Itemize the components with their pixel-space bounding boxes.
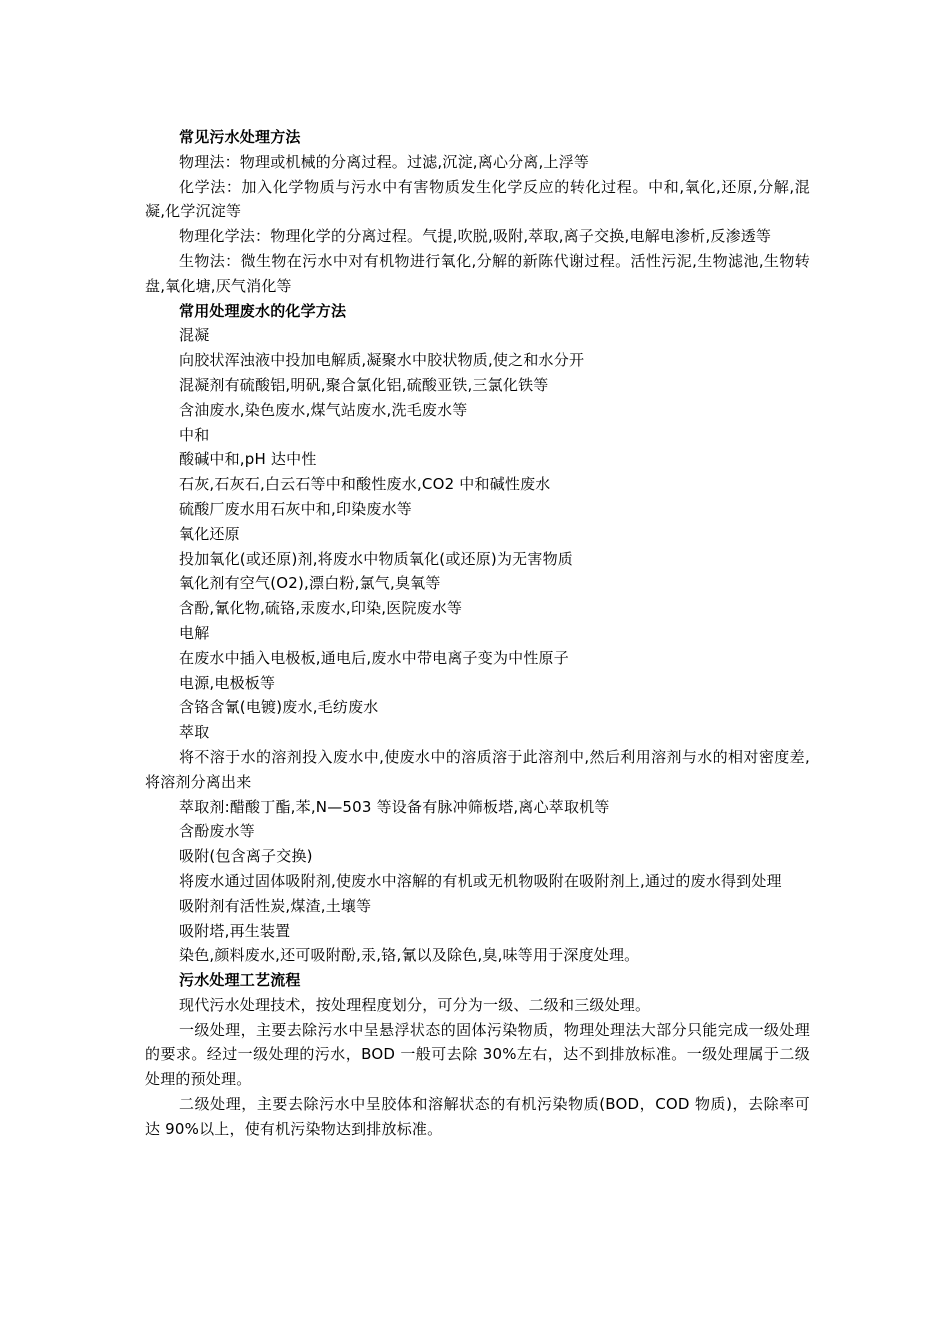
paragraph: 在废水中插入电极板,通电后,废水中带电离子变为中性原子 — [179, 648, 569, 667]
paragraph: 酸碱中和,pH 达中性 — [179, 450, 317, 469]
paragraph: 化学法：加入化学物质与污水中有害物质发生化学反应的转化过程。中和,氧化,还原,分解,混凝,化学沉淀等 — [145, 177, 810, 221]
paragraph: 物理法：物理或机械的分离过程。过滤,沉淀,离心分离,上浮等 — [179, 152, 590, 171]
section-heading: 常见污水处理方法 — [179, 128, 301, 146]
paragraph: 萃取剂:醋酸丁酯,苯,N—503 等设备有脉冲筛板塔,离心萃取机等 — [179, 797, 610, 816]
paragraph: 混凝 — [179, 326, 210, 345]
paragraph: 吸附(包含离子交换) — [179, 847, 313, 866]
paragraph: 现代污水处理技术，按处理程度划分，可分为一级、二级和三级处理。 — [179, 995, 651, 1014]
paragraph: 含酚,氰化物,硫铬,汞废水,印染,医院废水等 — [179, 599, 463, 618]
paragraph: 电源,电极板等 — [179, 673, 276, 692]
paragraph: 一级处理，主要去除污水中呈悬浮状态的固体污染物质，物理处理法大部分只能完成一级处理的要求。经过一级处理的污水，BOD 一般可去除 30%左右，达不到排放标准。一级处理属于二级处理的预处理。 — [145, 1020, 810, 1089]
paragraph: 含酚废水等 — [179, 822, 256, 841]
paragraph: 混凝剂有硫酸铝,明矾,聚合氯化铝,硫酸亚铁,三氯化铁等 — [179, 375, 549, 394]
paragraph: 二级处理，主要去除污水中呈胶体和溶解状态的有机污染物质(BOD，COD 物质)，去除率可达 90%以上，使有机污染物达到排放标准。 — [145, 1095, 810, 1138]
section-heading: 污水处理工艺流程 — [179, 971, 301, 990]
paragraph: 将不溶于水的溶剂投入废水中,使废水中的溶质溶于此溶剂中,然后利用溶剂与水的相对密度差,将溶剂分离出来 — [145, 747, 810, 791]
paragraph: 氧化还原 — [179, 524, 240, 543]
paragraph: 染色,颜料废水,还可吸附酚,汞,铬,氰以及除色,臭,味等用于深度处理。 — [179, 946, 640, 965]
paragraph: 含铬含氰(电镀)废水,毛纺废水 — [179, 698, 379, 717]
paragraph: 将废水通过固体吸附剂,使废水中溶解的有机或无机物吸附在吸附剂上,通过的废水得到处理 — [179, 871, 782, 890]
paragraph: 吸附剂有活性炭,煤渣,土壤等 — [179, 896, 372, 915]
paragraph: 硫酸厂废水用石灰中和,印染废水等 — [179, 499, 412, 518]
paragraph: 含油废水,染色废水,煤气站废水,洗毛废水等 — [179, 400, 468, 419]
paragraph: 萃取 — [179, 723, 210, 742]
section-heading: 常用处理废水的化学方法 — [179, 301, 347, 320]
paragraph: 电解 — [179, 623, 210, 642]
document-body — [145, 125, 810, 1142]
paragraph: 中和 — [179, 425, 210, 444]
paragraph: 物理化学法：物理化学的分离过程。气提,吹脱,吸附,萃取,离子交换,电解电渗析,反渗透等 — [179, 227, 772, 246]
paragraph: 投加氧化(或还原)剂,将废水中物质氧化(或还原)为无害物质 — [179, 549, 573, 568]
paragraph: 石灰,石灰石,白云石等中和酸性废水,CO2 中和碱性废水 — [179, 475, 551, 494]
paragraph: 吸附塔,再生装置 — [179, 921, 291, 940]
paragraph: 向胶状浑浊液中投加电解质,凝聚水中胶状物质,使之和水分开 — [179, 351, 585, 370]
paragraph: 生物法：微生物在污水中对有机物进行氧化,分解的新陈代谢过程。活性污泥,生物滤池,生物转盘,氧化塘,厌气消化等 — [145, 251, 810, 295]
paragraph: 氧化剂有空气(O2),漂白粉,氯气,臭氧等 — [179, 574, 441, 593]
